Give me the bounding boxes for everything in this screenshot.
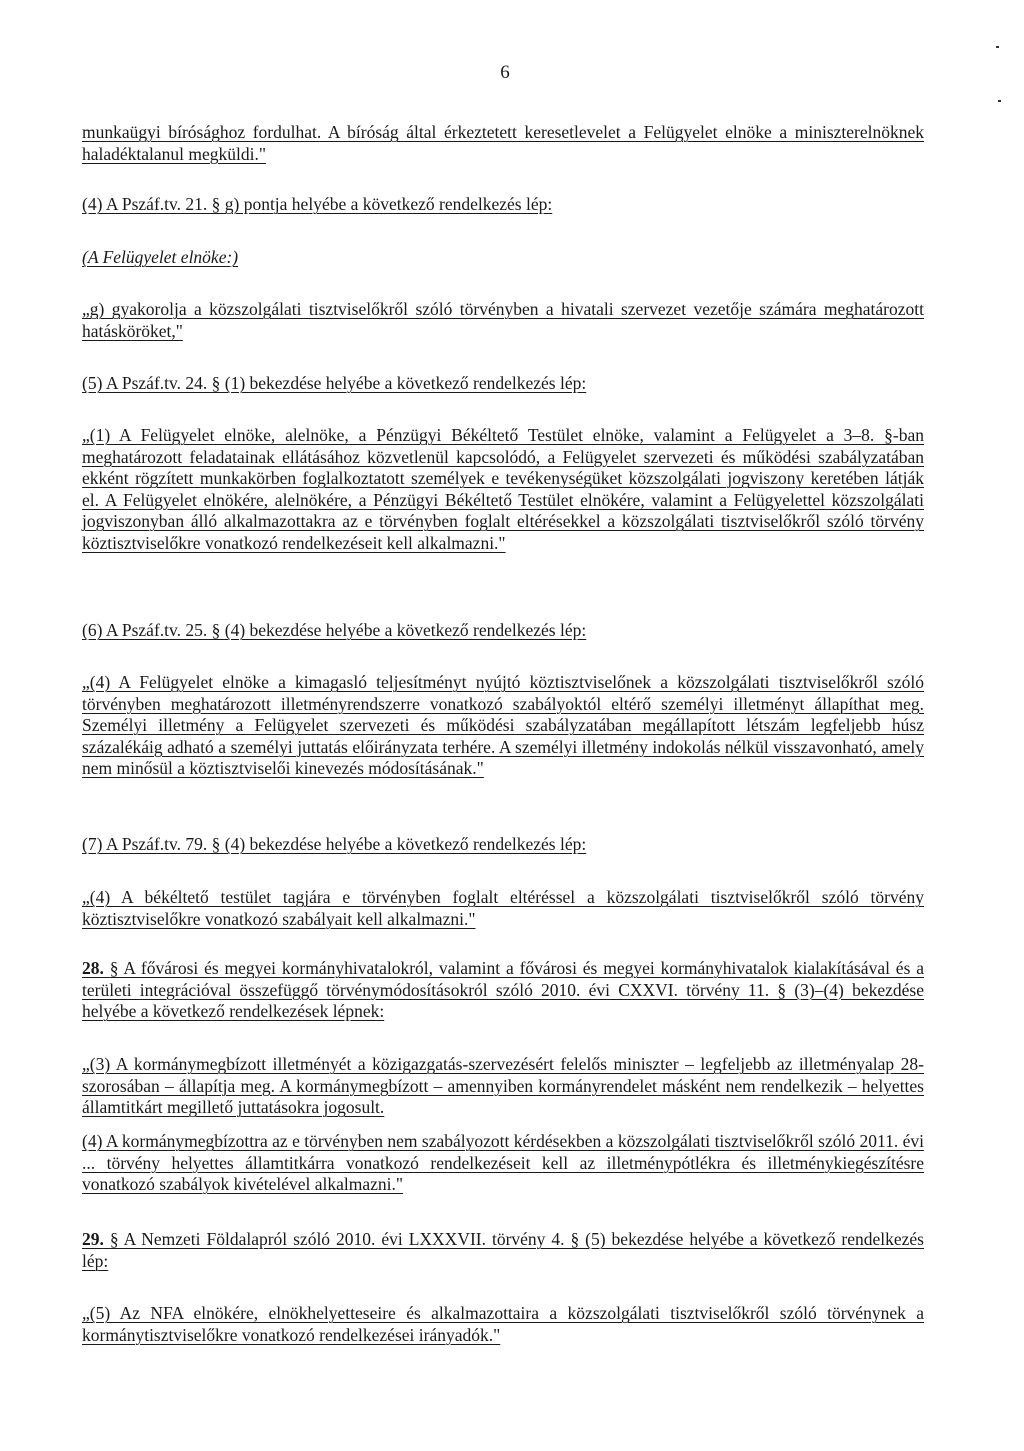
scan-speck-mid bbox=[998, 100, 1001, 102]
paragraph-subject-context: (A Felügyelet elnöke:) bbox=[82, 247, 239, 267]
paragraph-continuation: munkaügyi bírósághoz fordulhat. A bíróság által érkeztetett keresetlevelet a Felügyelet elnöke a miniszterelnöknek haladéktalanul megküldi." bbox=[82, 122, 924, 164]
paragraph-section-29-text: „(5) Az NFA elnökére, elnökhelyetteseire és alkalmazottaira a közszolgálati tisztviselőkről szóló törvénynek a kormánytisztviselőkre vonatkozó rendelkezései irányadók." bbox=[82, 1303, 924, 1345]
paragraph-amendment-5-intro: (5) A Pszáf.tv. 24. § (1) bekezdése helyébe a következő rendelkezés lép: bbox=[82, 373, 587, 393]
scan-speck-top bbox=[996, 46, 999, 48]
paragraph-amendment-5-text: „(1) A Felügyelet elnöke, alelnöke, a Pénzügyi Békéltető Testület elnöke, valamint a Felügyelet a 3–8. §-ban meghatározott feladatainak ellátásához közvetlenül kapcsolódó, a Felügyelet szervezeti és működési szabályzatában ekként rögzített munkakörben foglalkoztatott személyek e tevékenységüket közszolgálati jogviszony keretében látják el. A Felügyelet elnökére, alelnökére, a Pénzügyi Békéltető Testület elnökére, valamint a Felügyelettel közszolgálati jogviszonyban álló alkalmazottakra az e törvényben foglalt eltérésekkel a közszolgálati tisztviselőkről szóló törvény köztisztviselőkre vonatkozó rendelkezéseit kell alkalmazni." bbox=[82, 425, 924, 553]
section-text: § A fővárosi és megyei kormányhivatalokról, valamint a fővárosi és megyei kormányhivatalok kialakításával és a területi integrációval összefüggő törvénymódosításokról szóló 2010. évi CXXVI. törvény 11. § (3)–(4) bekezdése helyébe a következő rendelkezések lépnek: bbox=[82, 958, 925, 1021]
section-number: 28. bbox=[82, 958, 104, 978]
section-text: § A Nemzeti Földalapról szóló 2010. évi LXXXVII. törvény 4. § (5) bekezdése helyébe a következő rendelkezés lép: bbox=[82, 1229, 924, 1271]
page-number: 6 bbox=[500, 62, 510, 83]
section-28 bbox=[82, 958, 924, 1023]
paragraph-section-28-item-4: (4) A kormánymegbízottra az e törvényben nem szabályozott kérdésekben a közszolgálati tisztviselőkről szóló 2011. évi ... törvény helyettes államtitkárra vonatkozó rendelkezéseit kell az illetménypótlékra és illetménykiegészítésre vonatkozó szabályok kivételével alkalmazni." bbox=[82, 1131, 924, 1194]
paragraph-amendment-4-text: „g) gyakorolja a közszolgálati tisztviselőkről szóló törvényben a hivatali szervezet vezetője számára meghatározott hatásköröket," bbox=[82, 299, 924, 341]
section-29 bbox=[82, 1229, 924, 1272]
paragraph-amendment-4-intro: (4) A Pszáf.tv. 21. § g) pontja helyébe a következő rendelkezés lép: bbox=[82, 194, 553, 214]
paragraph-amendment-6-text: „(4) A Felügyelet elnöke a kimagasló teljesítményt nyújtó köztisztviselőnek a közszolgálati tisztviselőkről szóló törvényben meghatározott illetményrendszerre vonatkozó szabályoktól eltérő személyi illetményt állapíthat meg. Személyi illetmény a Felügyelet szervezeti és működési szabályzatában megállapított létszám legfeljebb húsz százalékáig adható a személyi juttatás előirányzata terhére. A személyi illetmény indokolás nélkül visszavonható, amely nem minősül a köztisztviselői kinevezés módosításának." bbox=[82, 672, 924, 778]
paragraph-section-28-item-3: „(3) A kormánymegbízott illetményét a közigazgatás-szervezésért felelős miniszter – legfeljebb az illetményalap 28-szorosában – állapítja meg. A kormánymegbízott – amennyiben kormányrendelet másként nem rendelkezik – helyettes államtitkárt megillető juttatásokra jogosult. bbox=[82, 1054, 924, 1117]
paragraph-amendment-6-intro: (6) A Pszáf.tv. 25. § (4) bekezdése helyébe a következő rendelkezés lép: bbox=[82, 620, 587, 640]
paragraph-amendment-7-text: „(4) A békéltető testület tagjára e törvényben foglalt eltéréssel a közszolgálati tisztviselőkről szóló törvény köztisztviselőkre vonatkozó szabályait kell alkalmazni." bbox=[82, 887, 924, 929]
section-number: 29. bbox=[82, 1229, 104, 1249]
paragraph-amendment-7-intro: (7) A Pszáf.tv. 79. § (4) bekezdése helyébe a következő rendelkezés lép: bbox=[82, 834, 587, 854]
